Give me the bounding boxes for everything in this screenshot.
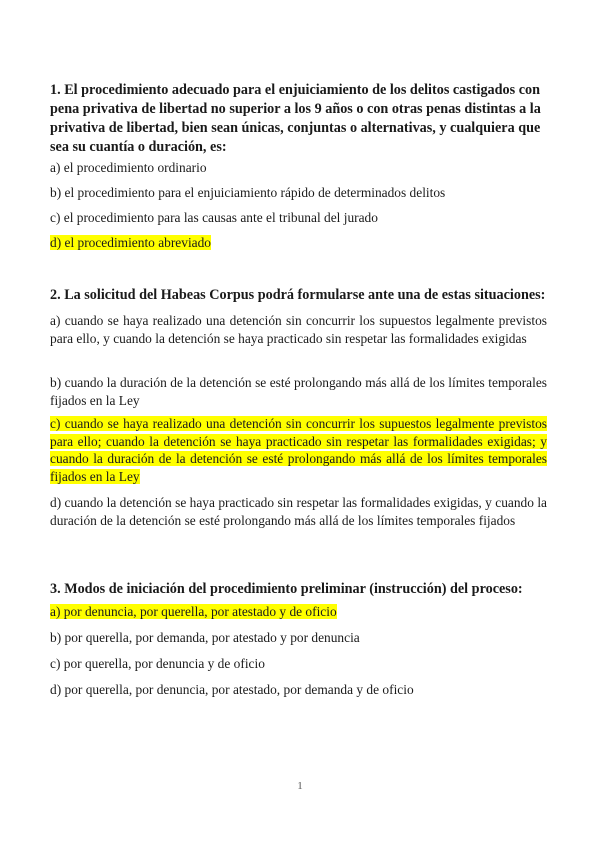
option-text: b) por querella, por demanda, por atestado y por denuncia bbox=[50, 630, 360, 645]
option-text: d) cuando la detención se haya practicado sin respetar las formalidades exigidas, y cuando la duración de la detención se esté prolongando más allá de los límites temporales fijados bbox=[50, 495, 547, 528]
option-text: a) cuando se haya realizado una detención sin concurrir los supuestos legalmente previstos para ello, y cuando la detención se haya practicado sin respetar las formalidades exigidas bbox=[50, 313, 547, 346]
question-1-option-b bbox=[50, 184, 445, 202]
option-text-highlighted: d) el procedimiento abreviado bbox=[50, 235, 211, 250]
question-2-option-a bbox=[50, 312, 547, 347]
option-text-highlighted: c) cuando se haya realizado una detención sin concurrir los supuestos legalmente previstos para ello; cuando la detención se haya practicado sin respetar las formalidades exigidas; y cuando la duración de la detención se esté prolongando más allá de los límites temporales fijados en la Ley bbox=[50, 416, 547, 484]
question-2-option-d bbox=[50, 494, 547, 529]
question-1-option-c bbox=[50, 209, 378, 227]
option-text: b) el procedimiento para el enjuiciamiento rápido de determinados delitos bbox=[50, 185, 446, 200]
option-text: a) el procedimiento ordinario bbox=[50, 160, 207, 175]
question-1-option-a bbox=[50, 159, 207, 177]
question-1-title: 1. El procedimiento adecuado para el enjuiciamiento de los delitos castigados con pena privativa de libertad no superior a los 9 años o con otras penas distintas a la privativa de libertad, bien sean únicas, conjuntas o alternativas, y cualquiera que sea su cuantía o duración, es: bbox=[50, 82, 541, 155]
question-2-option-c bbox=[50, 415, 547, 485]
page-number: 1 bbox=[297, 780, 303, 792]
question-3-title: 3. Modos de iniciación del procedimiento preliminar (instrucción) del proceso: bbox=[50, 581, 523, 597]
question-2-title: 2. La solicitud del Habeas Corpus podrá formularse ante una de estas situaciones: bbox=[50, 287, 546, 303]
question-2 bbox=[50, 286, 547, 528]
option-text: b) cuando la duración de la detención se esté prolongando más allá de los límites temporales fijados en la Ley bbox=[50, 375, 547, 408]
option-text: c) el procedimiento para las causas ante el tribunal del jurado bbox=[50, 210, 378, 225]
question-3-option-d bbox=[50, 681, 414, 699]
question-2-option-b bbox=[50, 374, 547, 409]
option-text: d) por querella, por denuncia, por atestado, por demanda y de oficio bbox=[50, 682, 414, 697]
question-1-option-d bbox=[50, 234, 211, 252]
question-3-option-c bbox=[50, 655, 265, 673]
question-1 bbox=[50, 81, 547, 250]
question-3 bbox=[50, 580, 547, 697]
option-text-highlighted: a) por denuncia, por querella, por atestado y de oficio bbox=[50, 604, 337, 619]
option-text: c) por querella, por denuncia y de oficio bbox=[50, 656, 265, 671]
question-3-option-b bbox=[50, 629, 360, 647]
question-3-option-a bbox=[50, 603, 337, 621]
